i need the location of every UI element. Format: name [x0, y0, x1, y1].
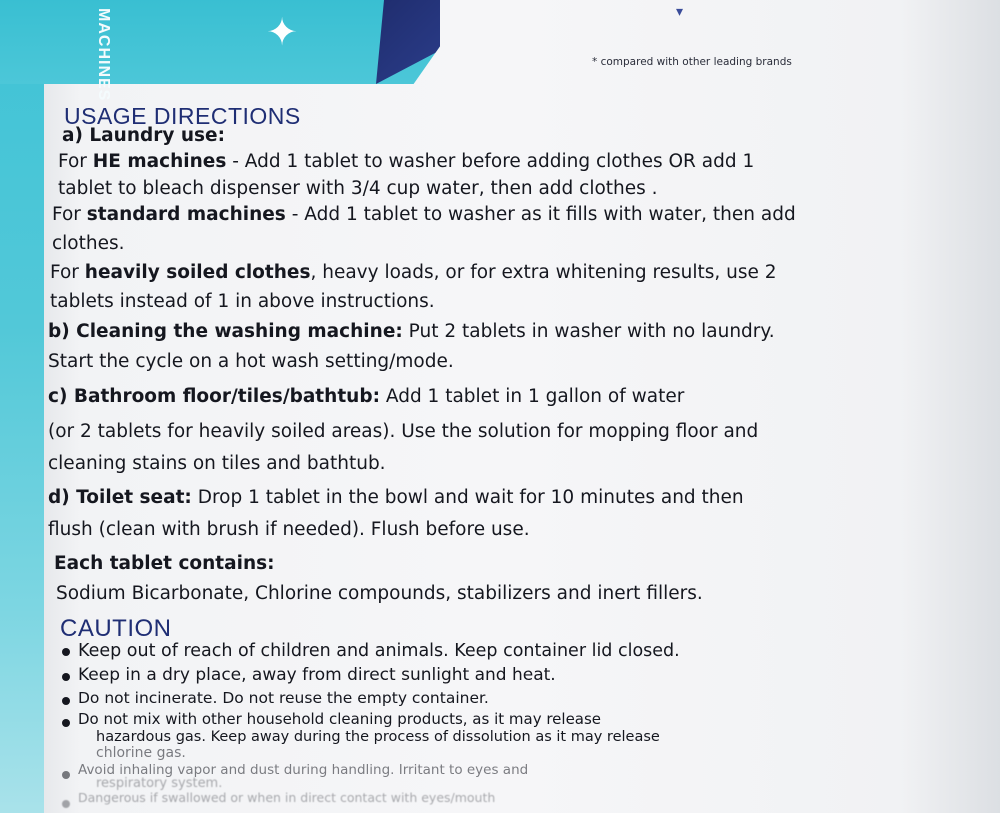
sparkle-icon: ✦: [266, 10, 298, 54]
caution-item: Avoid inhaling vapor and dust during handling. Irritant to eyes and: [68, 762, 528, 778]
machine-line-1: b) Cleaning the washing machine: Put 2 tablets in washer with no laundry.: [48, 321, 775, 342]
heavy-line-1: For heavily soiled clothes, heavy loads, or for extra whitening results, use 2: [50, 262, 777, 283]
footnote-text: * compared with other leading brands: [592, 56, 792, 68]
caution-item-continuation: respiratory system.: [96, 776, 223, 791]
caution-item-continuation: hazardous gas. Keep away during the process of dissolution as it may release: [96, 729, 660, 745]
bathroom-line-3: cleaning stains on tiles and bathtub.: [48, 453, 386, 474]
toilet-line-1: d) Toilet seat: Drop 1 tablet in the bowl and wait for 10 minutes and then: [48, 487, 744, 508]
std-line-2: clothes.: [52, 233, 125, 254]
teal-header-panel: [0, 0, 440, 84]
caution-item: Do not incinerate. Do not reuse the empty container.: [68, 688, 489, 708]
bathroom-line-1: c) Bathroom floor/tiles/bathtub: Add 1 tablet in 1 gallon of water: [48, 386, 685, 407]
caution-item: Keep out of reach of children and animals. Keep container lid closed.: [68, 639, 680, 663]
std-line-1: For standard machines - Add 1 tablet to washer as it fills with water, then add: [52, 204, 796, 225]
laundry-heading: a) Laundry use:: [62, 125, 225, 146]
bathroom-line-2: (or 2 tablets for heavily soiled areas). Use the solution for mopping floor and: [48, 421, 759, 442]
chevron-down-icon: ▾: [676, 4, 684, 20]
machine-line-2: Start the cycle on a hot wash setting/mode.: [48, 351, 454, 372]
caution-item: Do not mix with other household cleaning products, as it may release: [68, 710, 601, 728]
contains-text: Sodium Bicarbonate, Chlorine compounds, stabilizers and inert fillers.: [56, 583, 703, 604]
toilet-line-2: flush (clean with brush if needed). Flush before use.: [48, 519, 530, 540]
heavy-line-2: tablets instead of 1 in above instructions.: [50, 291, 435, 312]
caution-item: Dangerous if swallowed or when in direct contact with eyes/mouth: [68, 791, 495, 805]
he-line-2: tablet to bleach dispenser with 3/4 cup water, then add clothes .: [58, 178, 658, 199]
contains-heading: Each tablet contains:: [54, 553, 275, 574]
side-label-text: MACHINES: [95, 8, 112, 102]
usage-heading: USAGE DIRECTIONS: [64, 103, 301, 129]
caution-heading: CAUTION: [60, 615, 172, 642]
caution-item: Keep in a dry place, away from direct sunlight and heat.: [68, 664, 556, 686]
he-line-1: For HE machines - Add 1 tablet to washer before adding clothes OR add 1: [58, 151, 755, 172]
caution-item-continuation: chlorine gas.: [96, 745, 186, 761]
teal-side-band: [0, 0, 44, 813]
navy-stripe: [360, 0, 440, 84]
